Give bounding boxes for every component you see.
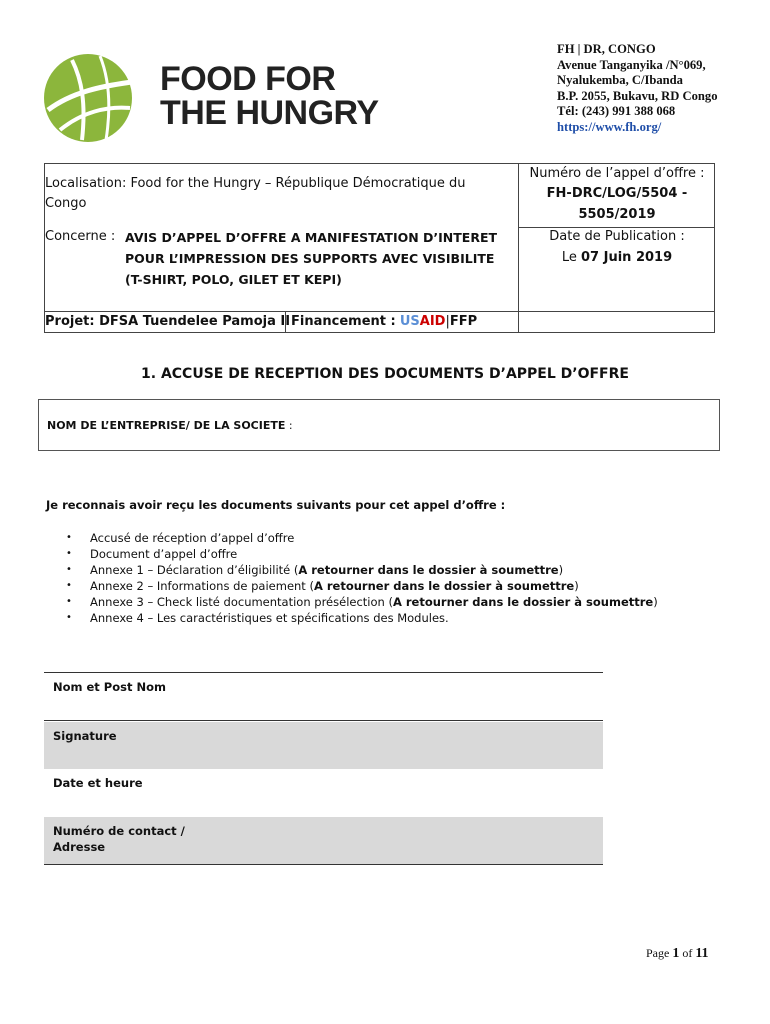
contact-label-line: Adresse [53, 840, 106, 854]
localisation-text: Localisation: Food for the Hungry – République Démocratique du Congo [45, 176, 466, 211]
financement-label: Financement : [291, 314, 396, 329]
list-item-text: Annexe 3 – Check listé documentation présélection ( [90, 595, 393, 609]
page-prefix: Page [646, 946, 670, 960]
list-item-text: Annexe 2 – Informations de paiement ( [90, 579, 314, 593]
date-time-label: Date et heure [53, 776, 143, 790]
name-row[interactable] [44, 672, 603, 721]
address-line: Avenue Tanganyika /N°069, [557, 57, 706, 72]
numero-value: FH-DRC/LOG/5504 - [546, 186, 688, 201]
list-item-text: Annexe 1 – Déclaration d’éligibilité ( [90, 563, 299, 577]
logo-line-2: THE HUNGRY [160, 94, 379, 132]
food-for-the-hungry-logo [42, 52, 402, 144]
usaid-us: US [399, 314, 420, 329]
list-item-bold: A retourner dans le dossier à soumettre [392, 595, 654, 609]
list-item-tail: ) [574, 579, 579, 593]
website-link[interactable]: https://www.fh.org/ [557, 119, 662, 134]
contact-row[interactable] [44, 817, 603, 865]
financement-separator: | [445, 314, 450, 329]
numero-value: 5505/2019 [578, 207, 656, 222]
concerne-label: Concerne : [45, 229, 116, 244]
list-item [66, 610, 658, 626]
logo-wordmark [160, 62, 379, 130]
page-number [646, 946, 709, 962]
documents-intro: Je reconnais avoir reçu les documents suivants pour cet appel d’offre : [46, 498, 506, 512]
date-row [519, 248, 715, 268]
company-label-colon: : [285, 419, 293, 432]
page-total: 11 [695, 946, 709, 961]
name-label: Nom et Post Nom [53, 680, 166, 694]
concerne-value: AVIS D’APPEL D’OFFRE A MANIFESTATION D’INTERET POUR L’IMPRESSION DES SUPPORTS AVEC VISIBILITE (T-SHIRT, POLO, GILET ET KEPI) [125, 230, 498, 287]
list-item-text: Accusé de réception d’appel d’offre [90, 531, 295, 545]
header-table [44, 163, 715, 333]
financement-ffp: FFP [449, 314, 478, 329]
date-time-row[interactable] [44, 769, 603, 817]
contact-label [53, 823, 185, 855]
list-item [66, 562, 658, 578]
address-line: Nyalukemba, C/Ibanda [557, 73, 683, 88]
numero-label: Numéro de l’appel d’offre : [529, 166, 705, 181]
list-item-text: Annexe 4 – Les caractéristiques et spécifications des Modules. [90, 611, 449, 625]
date-label: Date de Publication : [549, 229, 685, 244]
list-item-tail: ) [558, 563, 564, 577]
financement-row [291, 312, 477, 332]
usaid-aid: AID [419, 314, 446, 329]
list-item-bold: A retourner dans le dossier à soumettre [313, 579, 575, 593]
date-prefix: Le [561, 250, 577, 265]
list-item-text: Document d’appel d’offre [90, 547, 238, 561]
page-current: 1 [672, 946, 680, 961]
list-item-bold: A retourner dans le dossier à soumettre [298, 563, 559, 577]
company-name-label [47, 419, 293, 432]
logo-line-1: FOOD FOR [160, 60, 336, 98]
globe-logo-icon [42, 52, 142, 144]
phone-line: Tél: (243) 991 388 068 [557, 104, 676, 119]
address-line: FH | DR, CONGO [557, 42, 656, 56]
company-label-bold: NOM DE L’ENTREPRISE/ DE LA SOCIETE [47, 419, 286, 432]
list-item [66, 594, 658, 610]
page-of: of [682, 946, 693, 960]
documents-list [66, 530, 658, 626]
section-title: 1. ACCUSE DE RECEPTION DES DOCUMENTS D’APPEL D’OFFRE [141, 366, 629, 382]
company-name-field[interactable] [38, 399, 720, 451]
organization-address [557, 42, 757, 136]
contact-label-line: Numéro de contact / [53, 824, 185, 838]
signature-label: Signature [53, 729, 117, 743]
date-value: 07 Juin 2019 [581, 250, 673, 265]
address-line: B.P. 2055, Bukavu, RD Congo [557, 88, 718, 103]
list-item [66, 530, 658, 546]
list-item [66, 578, 658, 594]
signature-row[interactable] [44, 722, 603, 769]
projet-text: Projet: DFSA Tuendelee Pamoja II [45, 314, 291, 329]
list-item-tail: ) [653, 595, 658, 609]
list-item [66, 546, 658, 562]
